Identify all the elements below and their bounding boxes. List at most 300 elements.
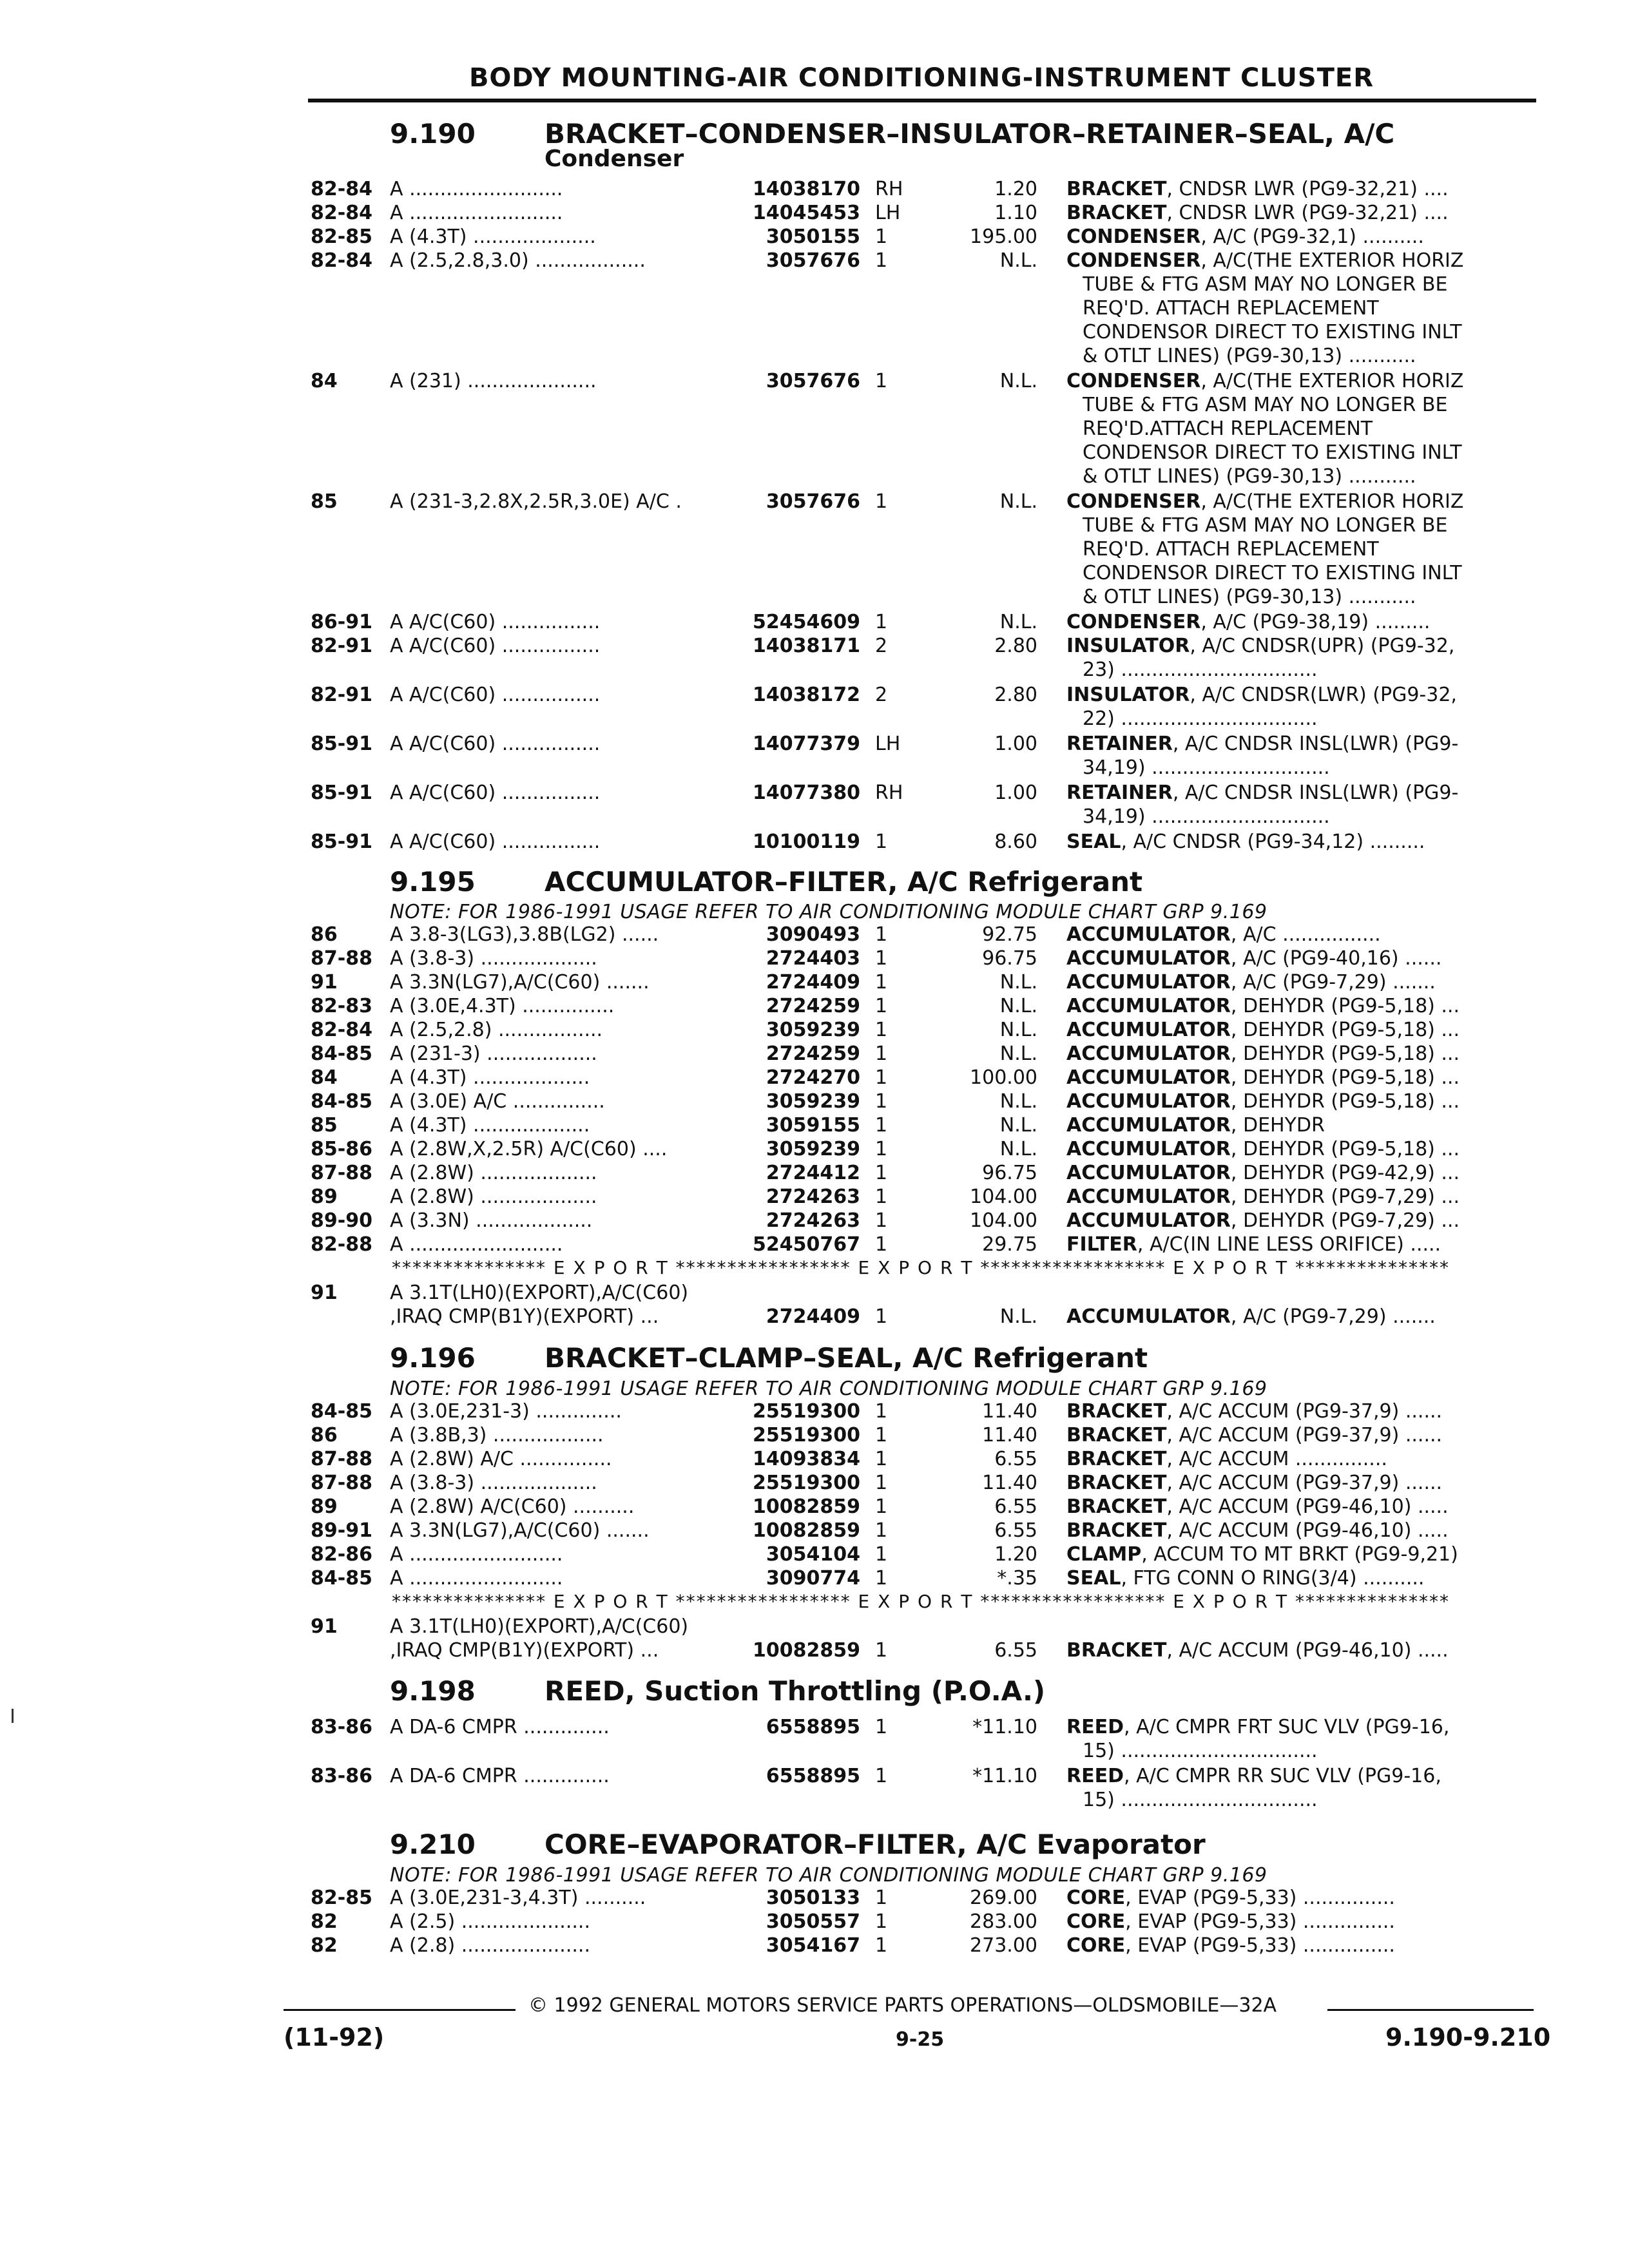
- part-number: 14038171: [753, 635, 860, 657]
- section-number: 9.210: [390, 1829, 476, 1860]
- quantity: 2: [875, 635, 888, 657]
- price: 104.00: [970, 1186, 1037, 1208]
- price: N.L.: [999, 971, 1037, 994]
- part-number: 2724409: [766, 971, 860, 994]
- description: INSULATOR, A/C CNDSR(LWR) (PG9-32,: [1066, 684, 1457, 706]
- quantity: 1: [875, 1448, 888, 1470]
- part-row: [0, 1472, 1629, 1495]
- part-number: 10082859: [753, 1519, 860, 1542]
- quantity: 1: [875, 1567, 888, 1590]
- part-row: [0, 178, 1629, 201]
- section-title: ACCUMULATOR–FILTER, A/C Refrigerant: [545, 866, 1143, 898]
- part-row: [0, 370, 1629, 393]
- export-divider: *************** E X P O R T ***************** E X P O R T ****************** E X P O R T ***************: [392, 1257, 1450, 1278]
- quantity: 1: [875, 611, 888, 633]
- quantity: 1: [875, 971, 888, 994]
- application: A A/C(C60) ................: [390, 733, 601, 755]
- years: 84-85: [311, 1400, 372, 1423]
- part-row: [0, 1043, 1629, 1066]
- part-number: 3050557: [766, 1910, 860, 1933]
- application: A (2.5) .....................: [390, 1910, 590, 1933]
- years: 85-86: [311, 1138, 372, 1160]
- part-number: 52450767: [753, 1233, 860, 1256]
- description: BRACKET, A/C ACCUM (PG9-46,10) .....: [1066, 1639, 1449, 1662]
- description-continuation: & OTLT LINES) (PG9-30,13) ...........: [1083, 586, 1416, 608]
- price: 2.80: [994, 684, 1037, 706]
- application: ,IRAQ CMP(B1Y)(EXPORT) ...: [390, 1305, 659, 1328]
- description: CORE, EVAP (PG9-5,33) ...............: [1066, 1934, 1395, 1957]
- part-number: 3059239: [766, 1019, 860, 1041]
- price: 2.80: [994, 635, 1037, 657]
- quantity: 1: [875, 947, 888, 970]
- part-number: 6558895: [766, 1765, 860, 1787]
- part-row: [0, 1400, 1629, 1423]
- description-continuation: & OTLT LINES) (PG9-30,13) ...........: [1083, 345, 1416, 367]
- part-row: [0, 1162, 1629, 1185]
- part-number: 2724263: [766, 1209, 860, 1232]
- application: A (3.0E,4.3T) ...............: [390, 995, 615, 1017]
- years: 82-91: [311, 684, 372, 706]
- price: 273.00: [970, 1934, 1037, 1957]
- application: A (4.3T) ....................: [390, 226, 596, 248]
- years: 85-91: [311, 782, 372, 804]
- price: 11.40: [982, 1400, 1037, 1423]
- application: A (3.0E,231-3) ..............: [390, 1400, 622, 1423]
- quantity: 1: [875, 1887, 888, 1909]
- quantity: RH: [875, 178, 903, 200]
- application: A .........................: [390, 1567, 563, 1590]
- quantity: 1: [875, 831, 888, 853]
- price: N.L.: [999, 249, 1037, 272]
- part-number: 3054104: [766, 1543, 860, 1566]
- part-number: 2724259: [766, 995, 860, 1017]
- part-row: [0, 1019, 1629, 1042]
- description: SEAL, FTG CONN O RING(3/4) ..........: [1066, 1567, 1425, 1590]
- section-title: CORE–EVAPORATOR–FILTER, A/C Evaporator: [545, 1829, 1206, 1860]
- application: A (2.5,2.8) .................: [390, 1019, 603, 1041]
- description: CORE, EVAP (PG9-5,33) ...............: [1066, 1910, 1395, 1933]
- price: N.L.: [999, 1138, 1037, 1160]
- part-row: [0, 923, 1629, 947]
- description: ACCUMULATOR, A/C ................: [1066, 923, 1381, 946]
- section-subtitle: Condenser: [545, 146, 684, 172]
- quantity: 1: [875, 1209, 888, 1232]
- section-title: BRACKET–CONDENSER–INSULATOR–RETAINER–SEAL, A/C: [545, 118, 1395, 149]
- part-number: 2724409: [766, 1305, 860, 1328]
- application: A A/C(C60) ................: [390, 684, 601, 706]
- price: 195.00: [970, 226, 1037, 248]
- part-number: 3090774: [766, 1567, 860, 1590]
- usage-note: NOTE: FOR 1986-1991 USAGE REFER TO AIR CONDITIONING MODULE CHART GRP 9.169: [390, 1378, 1268, 1400]
- years: 83-86: [311, 1765, 372, 1787]
- quantity: 1: [875, 1162, 888, 1184]
- description: ACCUMULATOR, DEHYDR (PG9-5,18) ...: [1066, 995, 1460, 1017]
- section-title: REED, Suction Throttling (P.O.A.): [545, 1675, 1046, 1707]
- description-continuation: & OTLT LINES) (PG9-30,13) ...........: [1083, 465, 1416, 488]
- application: A (231-3) ..................: [390, 1043, 597, 1065]
- application: A .........................: [390, 178, 563, 200]
- footer-rule-right: [1327, 2009, 1534, 2011]
- quantity: 1: [875, 249, 888, 272]
- description: REED, A/C CMPR FRT SUC VLV (PG9-16,: [1066, 1716, 1450, 1738]
- part-number: 3059239: [766, 1090, 860, 1113]
- part-number: 14038170: [753, 178, 860, 200]
- price: 100.00: [970, 1066, 1037, 1089]
- price: 6.55: [994, 1639, 1037, 1662]
- price: 1.20: [994, 1543, 1037, 1566]
- application: A (4.3T) ...................: [390, 1066, 590, 1089]
- description-continuation: 23) ................................: [1083, 658, 1318, 681]
- part-number: 2724403: [766, 947, 860, 970]
- footer-page-number: 9-25: [896, 2028, 945, 2051]
- quantity: 1: [875, 1043, 888, 1065]
- price: 29.75: [982, 1233, 1037, 1256]
- quantity: 1: [875, 370, 888, 392]
- description: ACCUMULATOR, A/C (PG9-40,16) ......: [1066, 947, 1442, 970]
- quantity: 1: [875, 1934, 888, 1957]
- description: BRACKET, A/C ACCUM ...............: [1066, 1448, 1387, 1470]
- years: 87-88: [311, 1448, 372, 1470]
- years: 91: [311, 971, 338, 994]
- price: N.L.: [999, 370, 1037, 392]
- description: ACCUMULATOR, DEHYDR (PG9-7,29) ...: [1066, 1209, 1460, 1232]
- description-continuation: 15) ................................: [1083, 1740, 1318, 1762]
- part-number: 2724270: [766, 1066, 860, 1089]
- price: 104.00: [970, 1209, 1037, 1232]
- part-row: [0, 1495, 1629, 1519]
- part-row: [0, 1209, 1629, 1233]
- footer-date: (11-92): [284, 2023, 385, 2052]
- section-number: 9.198: [390, 1675, 476, 1707]
- price: 1.00: [994, 733, 1037, 755]
- part-row: [0, 226, 1629, 249]
- application: A 3.1T(LH0)(EXPORT),A/C(C60): [390, 1615, 689, 1638]
- description-continuation: 15) ................................: [1083, 1789, 1318, 1811]
- quantity: 1: [875, 1639, 888, 1662]
- part-number: 3057676: [766, 249, 860, 272]
- description-continuation: REQ'D.ATTACH REPLACEMENT: [1083, 418, 1373, 440]
- description-continuation: TUBE & FTG ASM MAY NO LONGER BE: [1083, 273, 1448, 296]
- part-row: [0, 1282, 1629, 1305]
- years: 87-88: [311, 1472, 372, 1494]
- price: 1.00: [994, 782, 1037, 804]
- quantity: 1: [875, 1765, 888, 1787]
- description: ACCUMULATOR, DEHYDR (PG9-5,18) ...: [1066, 1043, 1460, 1065]
- years: 82-85: [311, 1887, 372, 1909]
- part-row: [0, 1543, 1629, 1566]
- price: N.L.: [999, 995, 1037, 1017]
- footer-copyright: © 1992 GENERAL MOTORS SERVICE PARTS OPERATIONS—OLDSMOBILE—32A: [528, 1994, 1277, 2017]
- part-number: 10082859: [753, 1639, 860, 1662]
- description: CONDENSER, A/C (PG9-38,19) .........: [1066, 611, 1431, 633]
- quantity: 1: [875, 1424, 888, 1446]
- usage-note: NOTE: FOR 1986-1991 USAGE REFER TO AIR CONDITIONING MODULE CHART GRP 9.169: [390, 1864, 1268, 1887]
- years: 89: [311, 1186, 338, 1208]
- quantity: 1: [875, 1186, 888, 1208]
- quantity: 1: [875, 1090, 888, 1113]
- application: A (2.8W) A/C(C60) ..........: [390, 1495, 635, 1518]
- years: 85: [311, 490, 338, 513]
- quantity: 1: [875, 1305, 888, 1328]
- part-number: 3057676: [766, 490, 860, 513]
- quantity: 1: [875, 923, 888, 946]
- price: *11.10: [972, 1716, 1037, 1738]
- application: A (3.3N) ...................: [390, 1209, 593, 1232]
- price: *.35: [997, 1567, 1037, 1590]
- description: CONDENSER, A/C(THE EXTERIOR HORIZ: [1066, 490, 1464, 513]
- section-number: 9.196: [390, 1342, 476, 1374]
- description: RETAINER, A/C CNDSR INSL(LWR) (PG9-: [1066, 733, 1459, 755]
- description: BRACKET, A/C ACCUM (PG9-37,9) ......: [1066, 1472, 1443, 1494]
- application: A (3.0E) A/C ...............: [390, 1090, 605, 1113]
- application: A (4.3T) ...................: [390, 1114, 590, 1137]
- description-continuation: 34,19) .............................: [1083, 756, 1330, 779]
- application: A (3.8-3) ...................: [390, 947, 597, 970]
- quantity: 1: [875, 995, 888, 1017]
- part-number: 10082859: [753, 1495, 860, 1518]
- part-row: [0, 1567, 1629, 1590]
- application: A A/C(C60) ................: [390, 831, 601, 853]
- application: A DA-6 CMPR ..............: [390, 1716, 610, 1738]
- part-number: 3059155: [766, 1114, 860, 1137]
- years: 89: [311, 1495, 338, 1518]
- application: A (2.8W) ...................: [390, 1162, 597, 1184]
- application: A A/C(C60) ................: [390, 635, 601, 657]
- years: 85-91: [311, 831, 372, 853]
- part-row: [0, 782, 1629, 805]
- description-continuation: CONDENSOR DIRECT TO EXISTING INLT: [1083, 321, 1462, 343]
- years: 84-85: [311, 1567, 372, 1590]
- part-row: [0, 1424, 1629, 1447]
- price: 8.60: [994, 831, 1037, 853]
- part-row: [0, 1519, 1629, 1542]
- description-continuation: TUBE & FTG ASM MAY NO LONGER BE: [1083, 394, 1448, 416]
- part-number: 14093834: [753, 1448, 860, 1470]
- part-row: [0, 202, 1629, 225]
- part-row: [0, 1305, 1629, 1329]
- application: A 3.3N(LG7),A/C(C60) .......: [390, 1519, 650, 1542]
- price: N.L.: [999, 1090, 1037, 1113]
- quantity: 1: [875, 1716, 888, 1738]
- description: ACCUMULATOR, DEHYDR (PG9-7,29) ...: [1066, 1186, 1460, 1208]
- years: 91: [311, 1615, 338, 1638]
- description: ACCUMULATOR, A/C (PG9-7,29) .......: [1066, 971, 1436, 994]
- part-row: [0, 1615, 1629, 1639]
- header-rule: [308, 99, 1536, 102]
- part-number: 2724263: [766, 1186, 860, 1208]
- application: A (3.8-3) ...................: [390, 1472, 597, 1494]
- quantity: LH: [875, 202, 901, 224]
- years: 82: [311, 1910, 338, 1933]
- years: 84: [311, 1066, 338, 1089]
- quantity: 1: [875, 1543, 888, 1566]
- description: RETAINER, A/C CNDSR INSL(LWR) (PG9-: [1066, 782, 1459, 804]
- page-header: BODY MOUNTING-AIR CONDITIONING-INSTRUMENT CLUSTER: [468, 63, 1374, 93]
- application: A .........................: [390, 1233, 563, 1256]
- price: 11.40: [982, 1424, 1037, 1446]
- application: A (2.8W,X,2.5R) A/C(C60) ....: [390, 1138, 668, 1160]
- part-row: [0, 1910, 1629, 1934]
- description-continuation: CONDENSOR DIRECT TO EXISTING INLT: [1083, 562, 1462, 584]
- quantity: 1: [875, 490, 888, 513]
- price: 283.00: [970, 1910, 1037, 1933]
- quantity: 1: [875, 1519, 888, 1542]
- years: 86: [311, 923, 338, 946]
- price: N.L.: [999, 1114, 1037, 1137]
- section-title: BRACKET–CLAMP–SEAL, A/C Refrigerant: [545, 1342, 1148, 1374]
- application: A (2.8) .....................: [390, 1934, 590, 1957]
- years: 87-88: [311, 1162, 372, 1184]
- part-row: [0, 1114, 1629, 1137]
- part-number: 14038172: [753, 684, 860, 706]
- description: FILTER, A/C(IN LINE LESS ORIFICE) .....: [1066, 1233, 1441, 1256]
- quantity: 1: [875, 1472, 888, 1494]
- years: 82-91: [311, 635, 372, 657]
- years: 89-91: [311, 1519, 372, 1542]
- part-row: [0, 1639, 1629, 1662]
- section-number: 9.195: [390, 866, 476, 898]
- price: 1.10: [994, 202, 1037, 224]
- footer-section-range: 9.190-9.210: [1385, 2023, 1551, 2052]
- export-divider: *************** E X P O R T ***************** E X P O R T ****************** E X P O R T ***************: [392, 1591, 1450, 1612]
- part-row: [0, 1934, 1629, 1957]
- years: 82-84: [311, 1019, 372, 1041]
- section-number: 9.190: [390, 118, 476, 149]
- years: 85-91: [311, 733, 372, 755]
- application: A A/C(C60) ................: [390, 611, 601, 633]
- part-row: [0, 1887, 1629, 1910]
- quantity: LH: [875, 733, 901, 755]
- price: N.L.: [999, 1019, 1037, 1041]
- description: ACCUMULATOR, A/C (PG9-7,29) .......: [1066, 1305, 1436, 1328]
- application: A (231) .....................: [390, 370, 597, 392]
- description: SEAL, A/C CNDSR (PG9-34,12) .........: [1066, 831, 1425, 853]
- application: A A/C(C60) ................: [390, 782, 601, 804]
- description: BRACKET, A/C ACCUM (PG9-46,10) .....: [1066, 1495, 1449, 1518]
- years: 83-86: [311, 1716, 372, 1738]
- years: 82-86: [311, 1543, 372, 1566]
- application: A (3.8B,3) ..................: [390, 1424, 604, 1446]
- price: 1.20: [994, 178, 1037, 200]
- part-row: [0, 249, 1629, 273]
- description-continuation: TUBE & FTG ASM MAY NO LONGER BE: [1083, 514, 1448, 537]
- description: CONDENSER, A/C(THE EXTERIOR HORIZ: [1066, 249, 1464, 272]
- price: 6.55: [994, 1495, 1037, 1518]
- usage-note: NOTE: FOR 1986-1991 USAGE REFER TO AIR CONDITIONING MODULE CHART GRP 9.169: [390, 901, 1268, 923]
- years: 82-88: [311, 1233, 372, 1256]
- quantity: 1: [875, 1066, 888, 1089]
- part-row: [0, 1066, 1629, 1090]
- part-row: [0, 1765, 1629, 1788]
- quantity: 2: [875, 684, 888, 706]
- price: N.L.: [999, 490, 1037, 513]
- description: REED, A/C CMPR RR SUC VLV (PG9-16,: [1066, 1765, 1441, 1787]
- part-number: 25519300: [753, 1400, 860, 1423]
- description: INSULATOR, A/C CNDSR(UPR) (PG9-32,: [1066, 635, 1455, 657]
- part-number: 3050155: [766, 226, 860, 248]
- part-row: [0, 490, 1629, 514]
- years: 86-91: [311, 611, 372, 633]
- years: 85: [311, 1114, 338, 1137]
- quantity: 1: [875, 1910, 888, 1933]
- years: 82-84: [311, 178, 372, 200]
- description: CORE, EVAP (PG9-5,33) ...............: [1066, 1887, 1395, 1909]
- price: 6.55: [994, 1519, 1037, 1542]
- description: ACCUMULATOR, DEHYDR (PG9-5,18) ...: [1066, 1090, 1460, 1113]
- price: 269.00: [970, 1887, 1037, 1909]
- price: 6.55: [994, 1448, 1037, 1470]
- part-row: [0, 1448, 1629, 1471]
- part-number: 2724259: [766, 1043, 860, 1065]
- description: ACCUMULATOR, DEHYDR (PG9-5,18) ...: [1066, 1138, 1460, 1160]
- description: ACCUMULATOR, DEHYDR (PG9-5,18) ...: [1066, 1019, 1460, 1041]
- application: A 3.8-3(LG3),3.8B(LG2) ......: [390, 923, 659, 946]
- part-number: 14077380: [753, 782, 860, 804]
- description: BRACKET, A/C ACCUM (PG9-46,10) .....: [1066, 1519, 1449, 1542]
- years: 84: [311, 370, 338, 392]
- quantity: 1: [875, 1400, 888, 1423]
- part-number: 6558895: [766, 1716, 860, 1738]
- description-continuation: REQ'D. ATTACH REPLACEMENT: [1083, 538, 1379, 561]
- part-number: 14045453: [753, 202, 860, 224]
- description: BRACKET, CNDSR LWR (PG9-32,21) ....: [1066, 178, 1449, 200]
- years: 87-88: [311, 947, 372, 970]
- description: ACCUMULATOR, DEHYDR (PG9-42,9) ...: [1066, 1162, 1460, 1184]
- description: CONDENSER, A/C(THE EXTERIOR HORIZ: [1066, 370, 1464, 392]
- footer-rule-left: [284, 2009, 516, 2011]
- price: *11.10: [972, 1765, 1037, 1787]
- part-row: [0, 733, 1629, 756]
- description: ACCUMULATOR, DEHYDR (PG9-5,18) ...: [1066, 1066, 1460, 1089]
- application: A .........................: [390, 1543, 563, 1566]
- years: 84-85: [311, 1090, 372, 1113]
- years: 82-84: [311, 202, 372, 224]
- part-number: 2724412: [766, 1162, 860, 1184]
- price: N.L.: [999, 1305, 1037, 1328]
- application: A (2.5,2.8,3.0) ..................: [390, 249, 646, 272]
- part-number: 25519300: [753, 1424, 860, 1446]
- years: 82: [311, 1934, 338, 1957]
- description: BRACKET, CNDSR LWR (PG9-32,21) ....: [1066, 202, 1449, 224]
- part-row: [0, 611, 1629, 634]
- part-row: [0, 1090, 1629, 1113]
- part-row: [0, 1233, 1629, 1256]
- description: CLAMP, ACCUM TO MT BRKT (PG9-9,21): [1066, 1543, 1458, 1566]
- part-row: [0, 635, 1629, 658]
- description: ACCUMULATOR, DEHYDR: [1066, 1114, 1325, 1137]
- part-number: 52454609: [753, 611, 860, 633]
- quantity: 1: [875, 1495, 888, 1518]
- application: A (2.8W) ...................: [390, 1186, 597, 1208]
- part-number: 25519300: [753, 1472, 860, 1494]
- years: 82-83: [311, 995, 372, 1017]
- quantity: 1: [875, 1233, 888, 1256]
- part-number: 3059239: [766, 1138, 860, 1160]
- years: 82-84: [311, 249, 372, 272]
- scan-mark: [12, 1709, 14, 1723]
- description: BRACKET, A/C ACCUM (PG9-37,9) ......: [1066, 1424, 1443, 1446]
- part-row: [0, 1186, 1629, 1209]
- part-number: 3057676: [766, 370, 860, 392]
- price: 96.75: [982, 947, 1037, 970]
- application: ,IRAQ CMP(B1Y)(EXPORT) ...: [390, 1639, 659, 1662]
- part-row: [0, 1716, 1629, 1739]
- quantity: RH: [875, 782, 903, 804]
- application: A DA-6 CMPR ..............: [390, 1765, 610, 1787]
- years: 86: [311, 1424, 338, 1446]
- price: 96.75: [982, 1162, 1037, 1184]
- application: A (2.8W) A/C ...............: [390, 1448, 612, 1470]
